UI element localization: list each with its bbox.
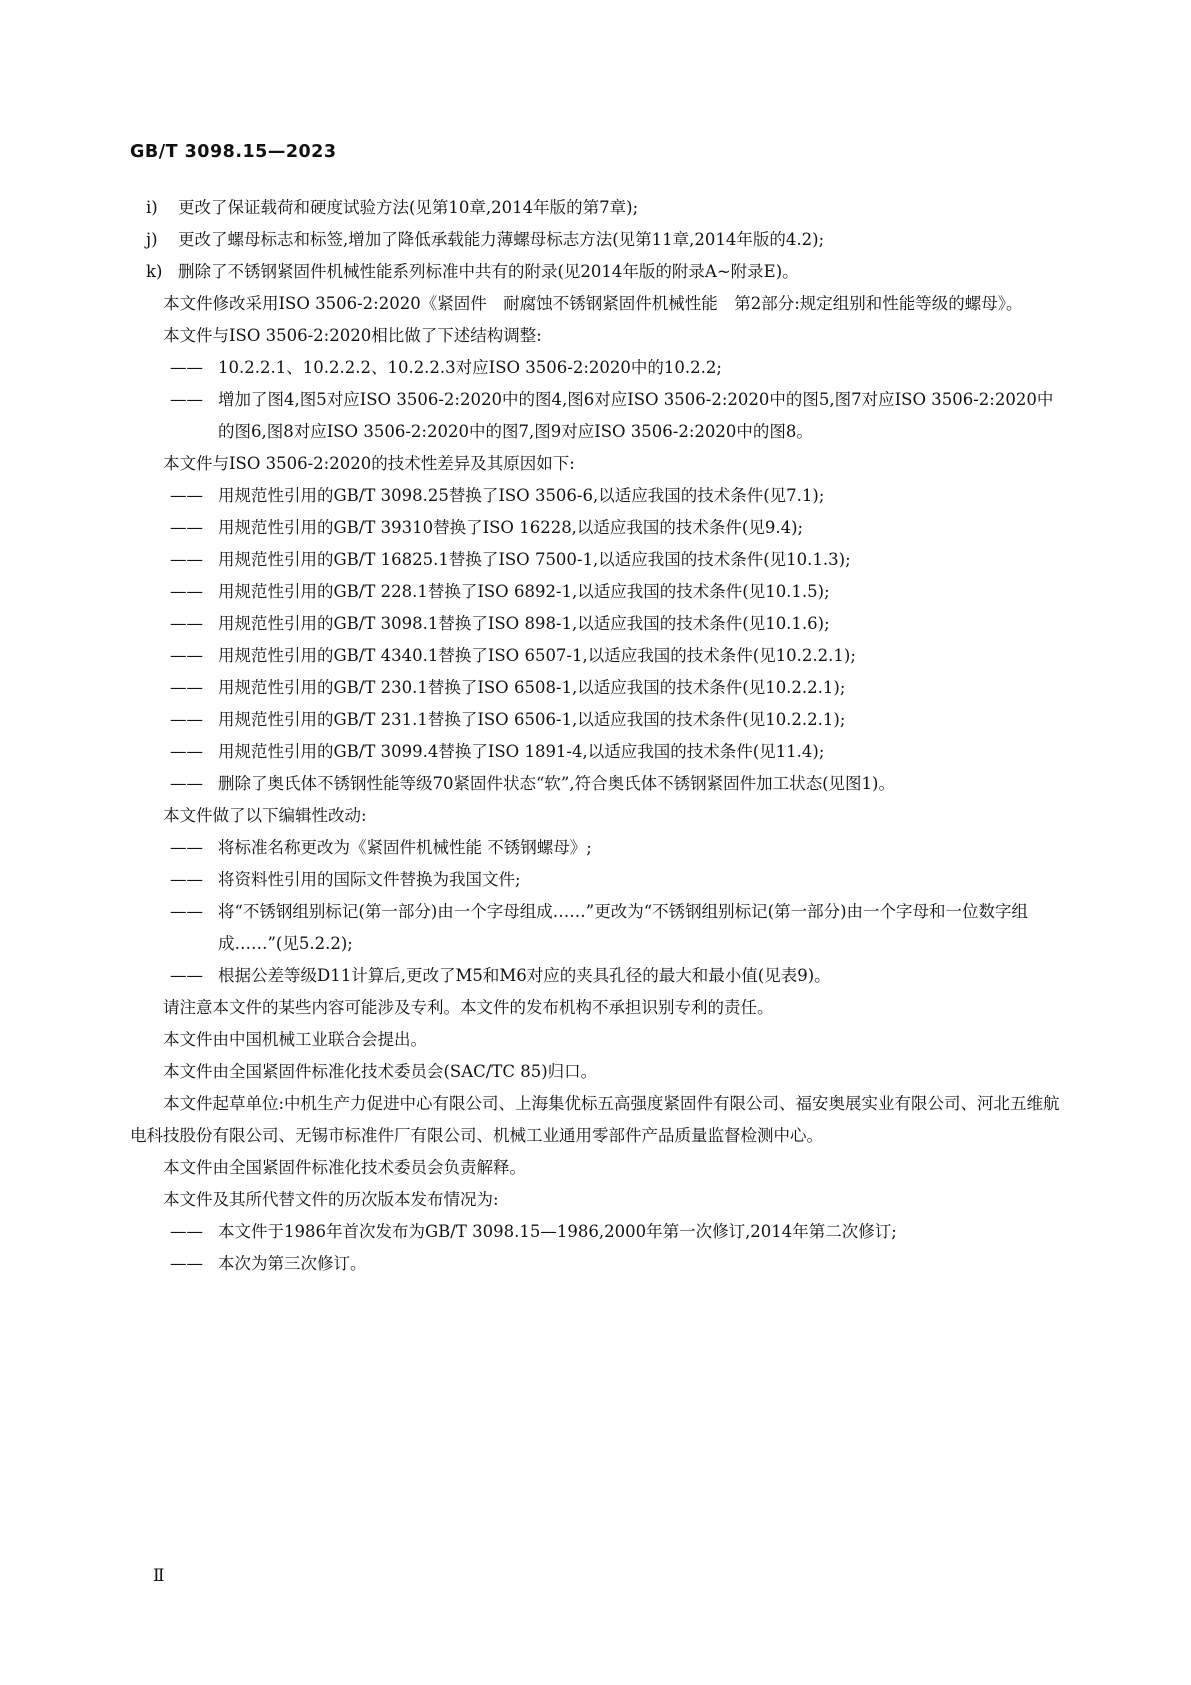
standard-number-header: GB/T 3098.15—2023: [130, 142, 337, 162]
list-item: [130, 672, 1064, 704]
dash-marker: ——: [170, 774, 203, 793]
list-item: [130, 544, 1064, 576]
dash-marker: ——: [170, 742, 203, 761]
list-item: [130, 960, 1064, 992]
list-item: [130, 608, 1064, 640]
drafting-units: 本文件起草单位:中机生产力促进中心有限公司、上海集优标五高强度紧固件有限公司、福安奥展实业有限公司、河北五维航电科技股份有限公司、无锡市标准件厂有限公司、机械工业通用零部件产品质量监督检测中心。: [130, 1094, 1060, 1145]
dash-marker: ——: [170, 838, 203, 857]
list-text: 本文件于1986年首次发布为GB/T 3098.15—1986,2000年第一次修订,2014年第二次修订;: [218, 1222, 897, 1241]
list-marker: k): [146, 262, 163, 281]
list-item: [130, 768, 1064, 800]
dash-marker: ——: [170, 550, 203, 569]
list-item: [130, 1248, 1064, 1280]
list-item: [130, 640, 1064, 672]
list-text: 根据公差等级D11计算后,更改了M5和M6对应的夹具孔径的最大和最小值(见表9)。: [218, 966, 831, 985]
list-item: [130, 384, 1064, 448]
list-text: 将资料性引用的国际文件替换为我国文件;: [218, 870, 521, 889]
list-item: [130, 896, 1064, 960]
technical-intro: 本文件与ISO 3506-2:2020的技术性差异及其原因如下:: [163, 454, 575, 473]
list-text: 用规范性引用的GB/T 228.1替换了ISO 6892-1,以适应我国的技术条件(见10.1.5);: [218, 582, 830, 601]
list-text: 用规范性引用的GB/T 3098.1替换了ISO 898-1,以适应我国的技术条件(见10.1.6);: [218, 614, 830, 633]
dash-marker: ——: [170, 902, 203, 921]
list-item: [130, 832, 1064, 864]
list-item: [130, 512, 1064, 544]
editorial-intro: 本文件做了以下编辑性改动:: [163, 806, 367, 825]
adoption-paragraph: 本文件修改采用ISO 3506-2:2020《紧固件 耐腐蚀不锈钢紧固件机械性能 第2部分:规定组别和性能等级的螺母》。: [163, 294, 1023, 313]
list-item: [130, 256, 1064, 288]
centralized-by: 本文件由全国紧固件标准化技术委员会(SAC/TC 85)归口。: [163, 1062, 598, 1081]
list-item: [130, 480, 1064, 512]
list-marker: i): [146, 198, 158, 217]
list-text: 用规范性引用的GB/T 3099.4替换了ISO 1891-4,以适应我国的技术条件(见11.4);: [218, 742, 825, 761]
list-item: [130, 704, 1064, 736]
list-text: 删除了奥氏体不锈钢性能等级70紧固件状态“软”,符合奥氏体不锈钢紧固件加工状态(见图1)。: [218, 774, 895, 793]
dash-marker: ——: [170, 678, 203, 697]
dash-marker: ——: [170, 870, 203, 889]
list-item: [130, 576, 1064, 608]
list-item: [130, 864, 1064, 896]
dash-marker: ——: [170, 486, 203, 505]
dash-marker: ——: [170, 518, 203, 537]
list-text: 用规范性引用的GB/T 230.1替换了ISO 6508-1,以适应我国的技术条件(见10.2.2.1);: [218, 678, 846, 697]
dash-marker: ——: [170, 390, 203, 409]
list-item: [130, 352, 1064, 384]
list-text: 增加了图4,图5对应ISO 3506-2:2020中的图4,图6对应ISO 3506-2:2020中的图5,图7对应ISO 3506-2:2020中的图6,图8对应ISO 3506-2:2020中的图7,图9对应ISO 3506-2:2020中的图8。: [218, 390, 1054, 441]
dash-marker: ——: [170, 582, 203, 601]
list-item: [130, 224, 1064, 256]
proposed-by: 本文件由中国机械工业联合会提出。: [163, 1030, 427, 1049]
list-text: 将“不锈钢组别标记(第一部分)由一个字母组成……”更改为“不锈钢组别标记(第一部分)由一个字母和一位数字组成……”(见5.2.2);: [218, 902, 1029, 953]
list-item: [130, 736, 1064, 768]
list-item: [130, 1216, 1064, 1248]
list-text: 用规范性引用的GB/T 4340.1替换了ISO 6507-1,以适应我国的技术条件(见10.2.2.1);: [218, 646, 856, 665]
list-text: 用规范性引用的GB/T 231.1替换了ISO 6506-1,以适应我国的技术条件(见10.2.2.1);: [218, 710, 846, 729]
foreword-body: [130, 192, 1064, 1280]
list-text: 10.2.2.1、10.2.2.2、10.2.2.3对应ISO 3506-2:2020中的10.2.2;: [218, 358, 722, 377]
dash-marker: ——: [170, 966, 203, 985]
dash-marker: ——: [170, 614, 203, 633]
history-intro: 本文件及其所代替文件的历次版本发布情况为:: [163, 1190, 499, 1209]
interpretation: 本文件由全国紧固件标准化技术委员会负责解释。: [163, 1158, 526, 1177]
dash-marker: ——: [170, 710, 203, 729]
list-text: 本次为第三次修订。: [218, 1254, 367, 1273]
dash-marker: ——: [170, 1222, 203, 1241]
list-text: 更改了螺母标志和标签,增加了降低承载能力薄螺母标志方法(见第11章,2014年版的4.2);: [178, 230, 825, 249]
list-text: 删除了不锈钢紧固件机械性能系列标准中共有的附录(见2014年版的附录A~附录E)。: [178, 262, 799, 281]
page-number: Ⅱ: [153, 1566, 165, 1586]
list-text: 将标准名称更改为《紧固件机械性能 不锈钢螺母》;: [218, 838, 592, 857]
list-marker: j): [146, 230, 158, 249]
dash-marker: ——: [170, 646, 203, 665]
list-text: 用规范性引用的GB/T 16825.1替换了ISO 7500-1,以适应我国的技术条件(见10.1.3);: [218, 550, 851, 569]
structure-intro: 本文件与ISO 3506-2:2020相比做了下述结构调整:: [163, 326, 542, 345]
list-text: 用规范性引用的GB/T 39310替换了ISO 16228,以适应我国的技术条件(见9.4);: [218, 518, 804, 537]
list-text: 用规范性引用的GB/T 3098.25替换了ISO 3506-6,以适应我国的技术条件(见7.1);: [218, 486, 825, 505]
dash-marker: ——: [170, 1254, 203, 1273]
list-item: [130, 192, 1064, 224]
patent-notice: 请注意本文件的某些内容可能涉及专利。本文件的发布机构不承担识别专利的责任。: [163, 998, 774, 1017]
dash-marker: ——: [170, 358, 203, 377]
list-text: 更改了保证载荷和硬度试验方法(见第10章,2014年版的第7章);: [178, 198, 639, 217]
